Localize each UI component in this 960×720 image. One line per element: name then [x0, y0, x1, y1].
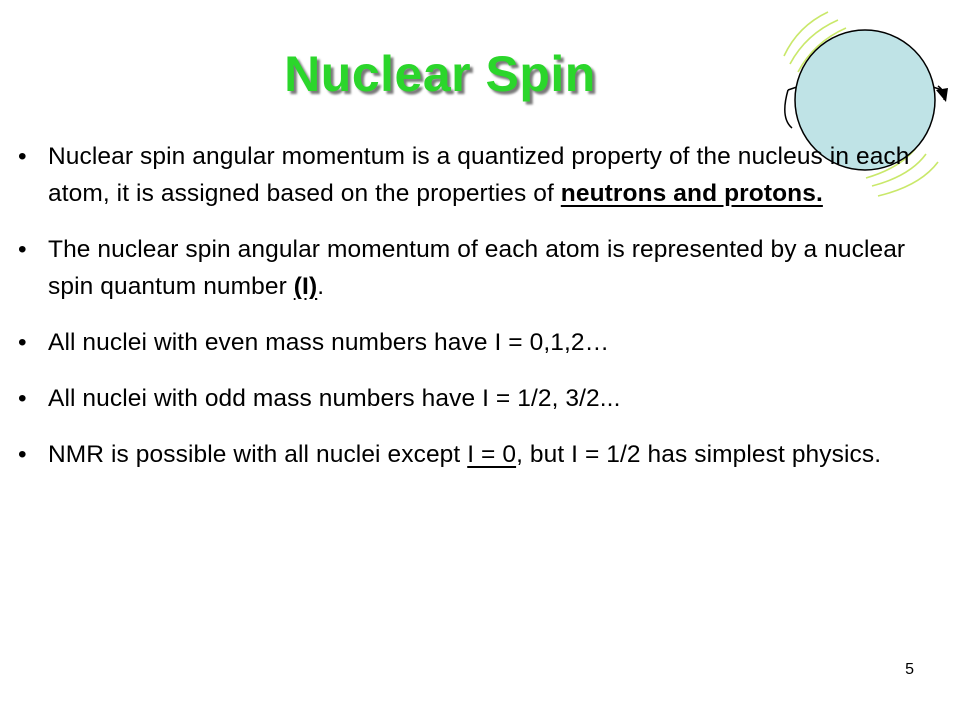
orbit-arc-front — [785, 90, 792, 128]
bullet-tail: . — [317, 273, 325, 300]
bullet-text: Nuclear spin angular momentum is a quantized property of the nucleus in each atom, it is assigned based on the properties of — [48, 143, 910, 207]
bullet-emphasis: I = 0 — [467, 441, 517, 468]
bullet-quantum-number — [18, 231, 918, 305]
bullet-text: All nuclei with odd mass numbers have I = 1/2, 3/2... — [48, 385, 621, 412]
slide-title: Nuclear Spin — [284, 46, 596, 102]
bullet-emphasis: neutrons and protons. — [560, 180, 823, 207]
page-number: 5 — [905, 661, 914, 678]
bullet-odd-mass — [18, 380, 918, 417]
bullet-emphasis: (I) — [293, 273, 318, 300]
spin-arrow-head — [936, 88, 948, 102]
bullet-nmr-possible — [18, 436, 918, 473]
bullet-text: All nuclei with even mass numbers have I = 0,1,2… — [48, 329, 610, 356]
bullet-tail: , but I = 1/2 has simplest physics. — [516, 441, 882, 468]
bullet-list — [18, 138, 918, 492]
bullet-text: NMR is possible with all nuclei except — [48, 441, 468, 468]
bullet-even-mass — [18, 324, 918, 361]
bullet-spin-momentum — [18, 138, 918, 212]
bullet-text: The nuclear spin angular momentum of each atom is represented by a nuclear spin quantum number — [48, 236, 906, 300]
